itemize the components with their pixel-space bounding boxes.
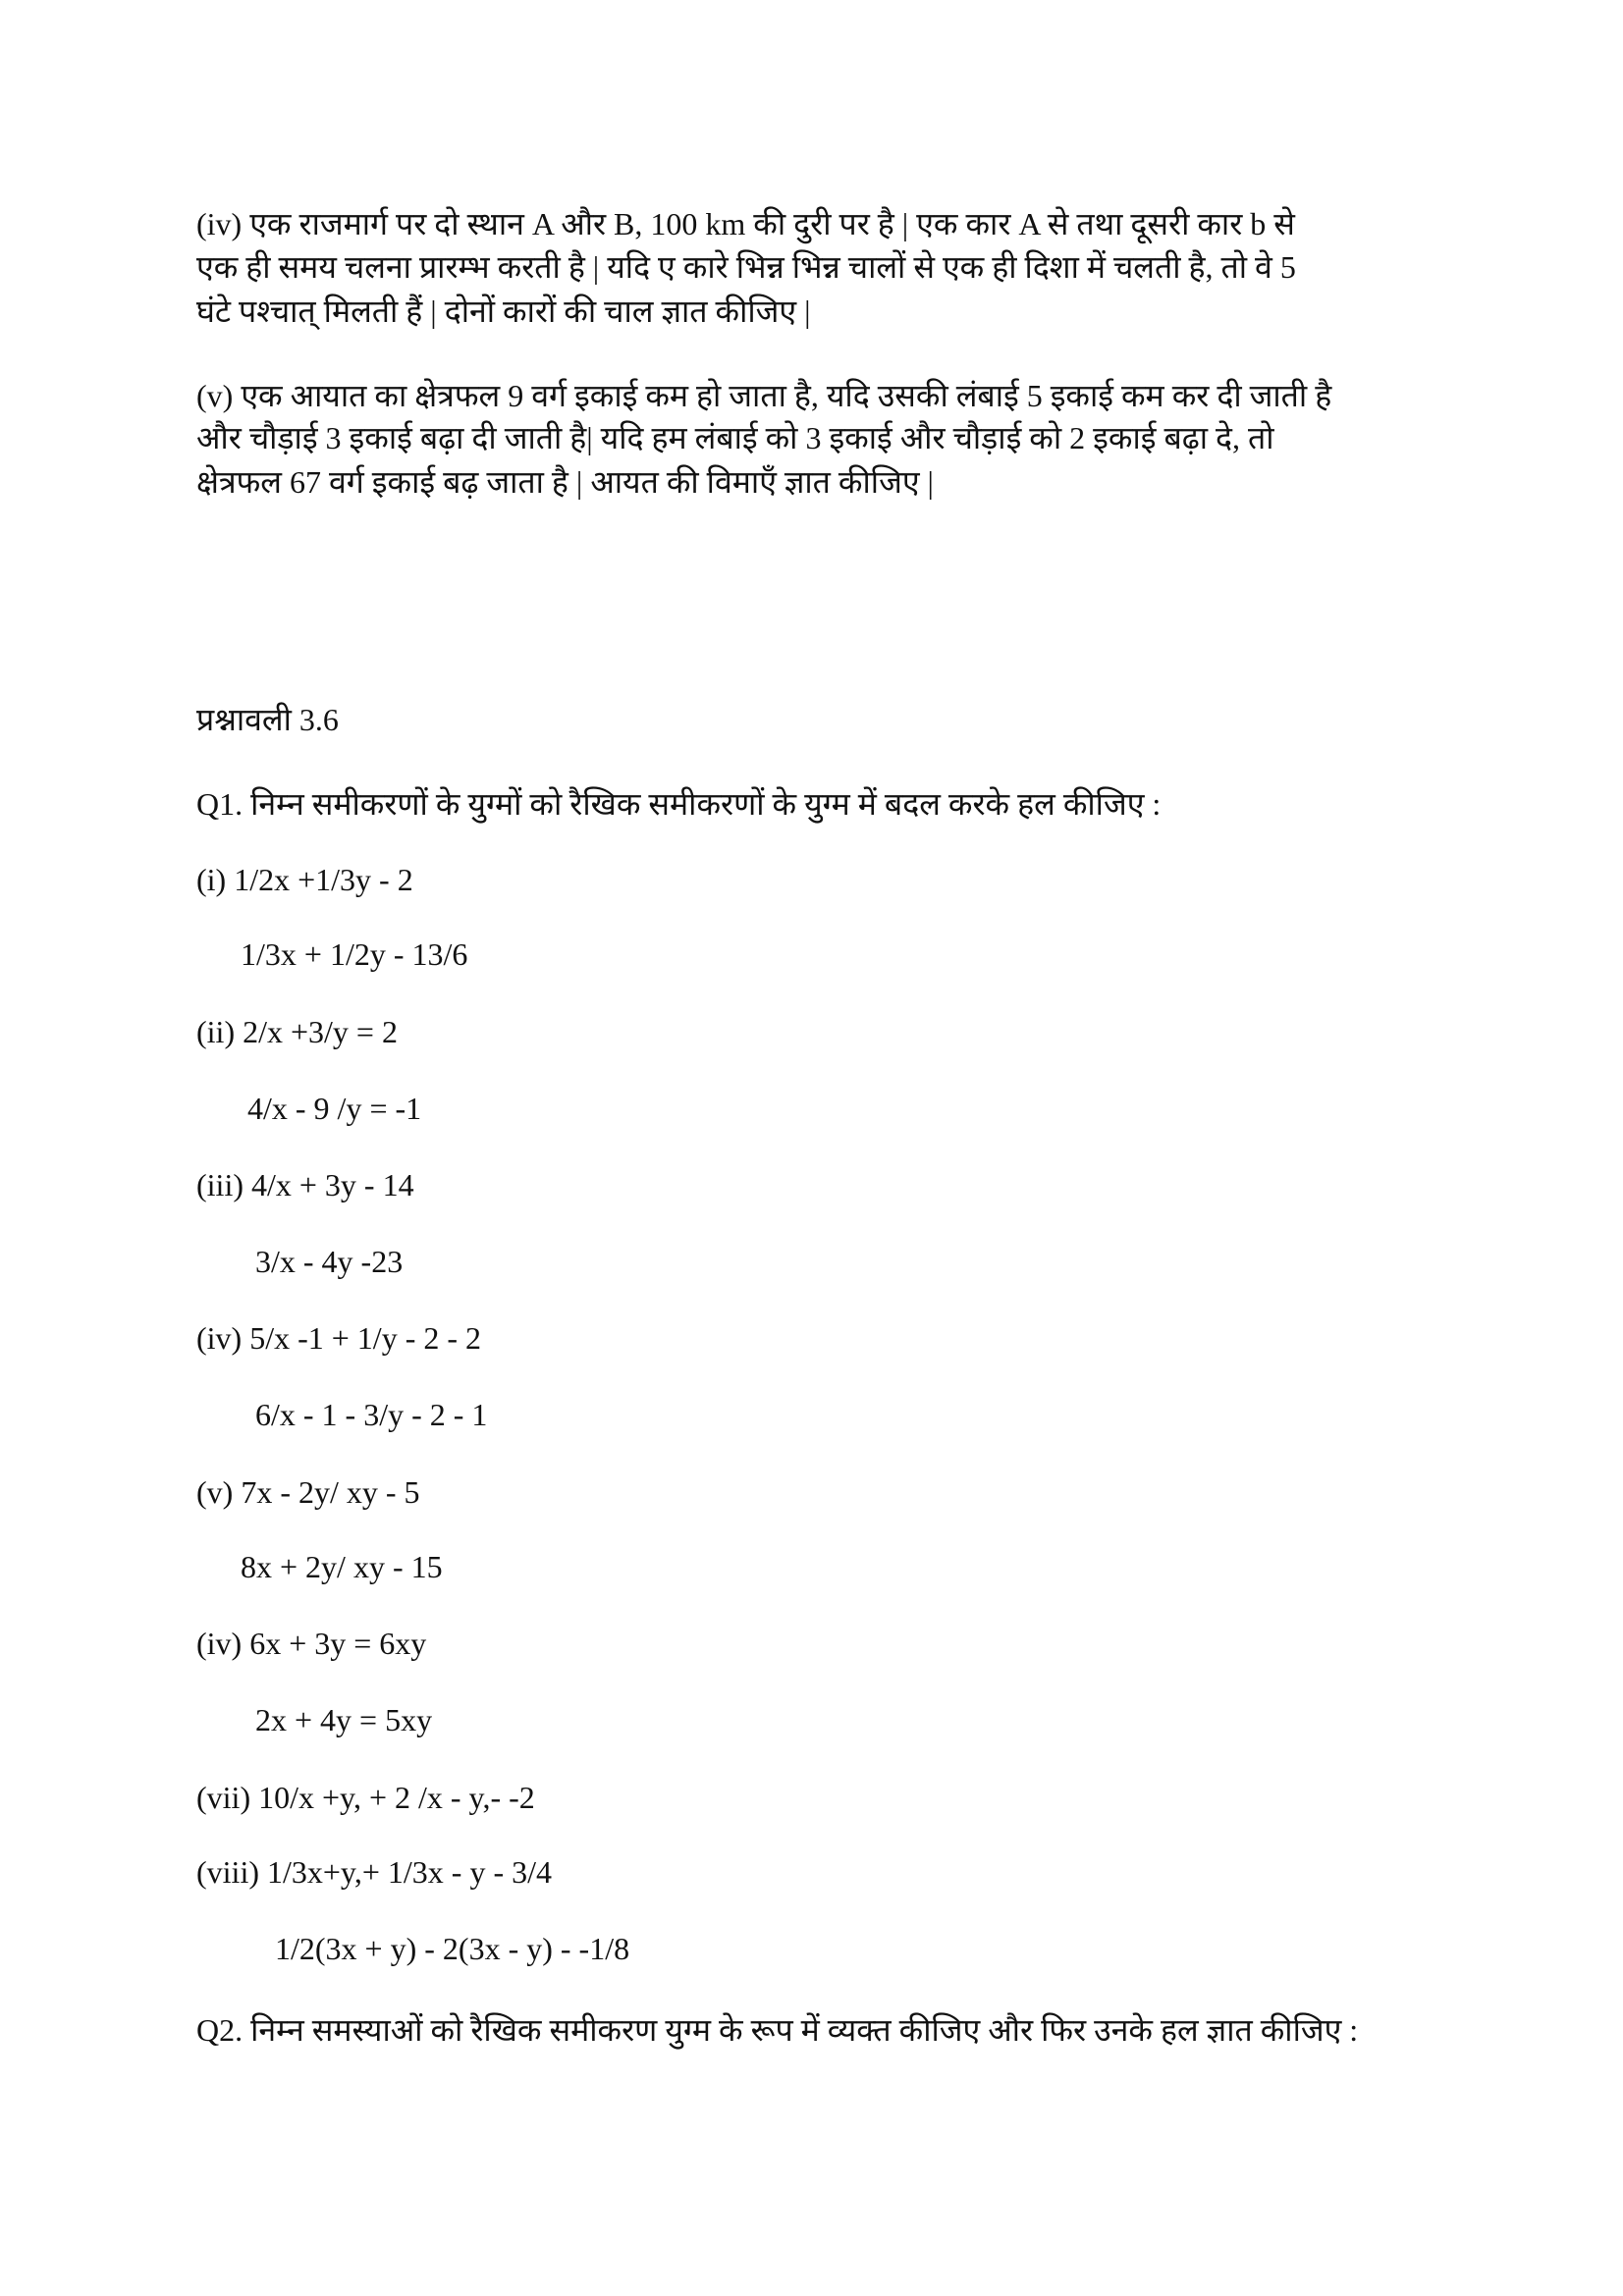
equation: (i) 1/2x +1/3y - 2 <box>196 862 413 897</box>
question-iv-line-2: एक ही समय चलना प्रारम्भ करती है | यदि ए कारे भिन्न भिन्न चालों से एक ही दिशा में चलती है, तो वे 5 <box>196 249 1296 285</box>
question-iv-line-1: (iv) एक राजमार्ग पर दो स्थान A और B, 100 km की दुरी पर है | एक कार A से तथा दूसरी कार b से <box>196 206 1295 241</box>
equation: (iv) 6x + 3y = 6xy <box>196 1626 427 1661</box>
question-v-line-2: और चौड़ाई 3 इकाई बढ़ा दी जाती है| यदि हम लंबाई को 3 इकाई और चौड़ाई को 2 इकाई बढ़ा दे, तो <box>196 420 1274 455</box>
equation: 2x + 4y = 5xy <box>255 1702 433 1737</box>
equation: 8x + 2y/ xy - 15 <box>241 1549 443 1584</box>
equation: 1/2(3x + y) - 2(3x - y) - -1/8 <box>275 1931 630 1966</box>
equation: 4/x - 9 /y = -1 <box>247 1091 422 1126</box>
equation: (v) 7x - 2y/ xy - 5 <box>196 1474 420 1510</box>
equation: (viii) 1/3x+y,+ 1/3x - y - 3/4 <box>196 1854 552 1890</box>
equation: (iii) 4/x + 3y - 14 <box>196 1167 414 1202</box>
equation: (ii) 2/x +3/y = 2 <box>196 1014 398 1049</box>
equation: 3/x - 4y -23 <box>255 1244 404 1279</box>
exercise-title: प्रश्नावली 3.6 <box>196 702 339 737</box>
q2-text: Q2. निम्न समस्याओं को रैखिक समीकरण युग्म के रूप में व्यक्त कीजिए और फिर उनके हल ज्ञात कीजिए : <box>196 2012 1359 2048</box>
equation: 1/3x + 1/2y - 13/6 <box>241 936 468 972</box>
q1-text: Q1. निम्न समीकरणों के युग्मों को रैखिक समीकरणों के युग्म में बदल करके हल कीजिए : <box>196 786 1162 822</box>
equation: (vii) 10/x +y, + 2 /x - y,- -2 <box>196 1780 535 1815</box>
question-iv-line-3: घंटे पश्चात् मिलती हैं | दोनों कारों की चाल ज्ञात कीजिए | <box>196 294 811 329</box>
equation: 6/x - 1 - 3/y - 2 - 1 <box>255 1397 488 1432</box>
question-v-line-3: क्षेत्रफल 67 वर्ग इकाई बढ़ जाता है | आयत की विमाएँ ज्ञात कीजिए | <box>196 464 934 500</box>
equation: (iv) 5/x -1 + 1/y - 2 - 2 <box>196 1320 481 1356</box>
question-v-line-1: (v) एक आयात का क्षेत्रफल 9 वर्ग इकाई कम हो जाता है, यदि उसकी लंबाई 5 इकाई कम कर दी जाती है <box>196 378 1332 413</box>
